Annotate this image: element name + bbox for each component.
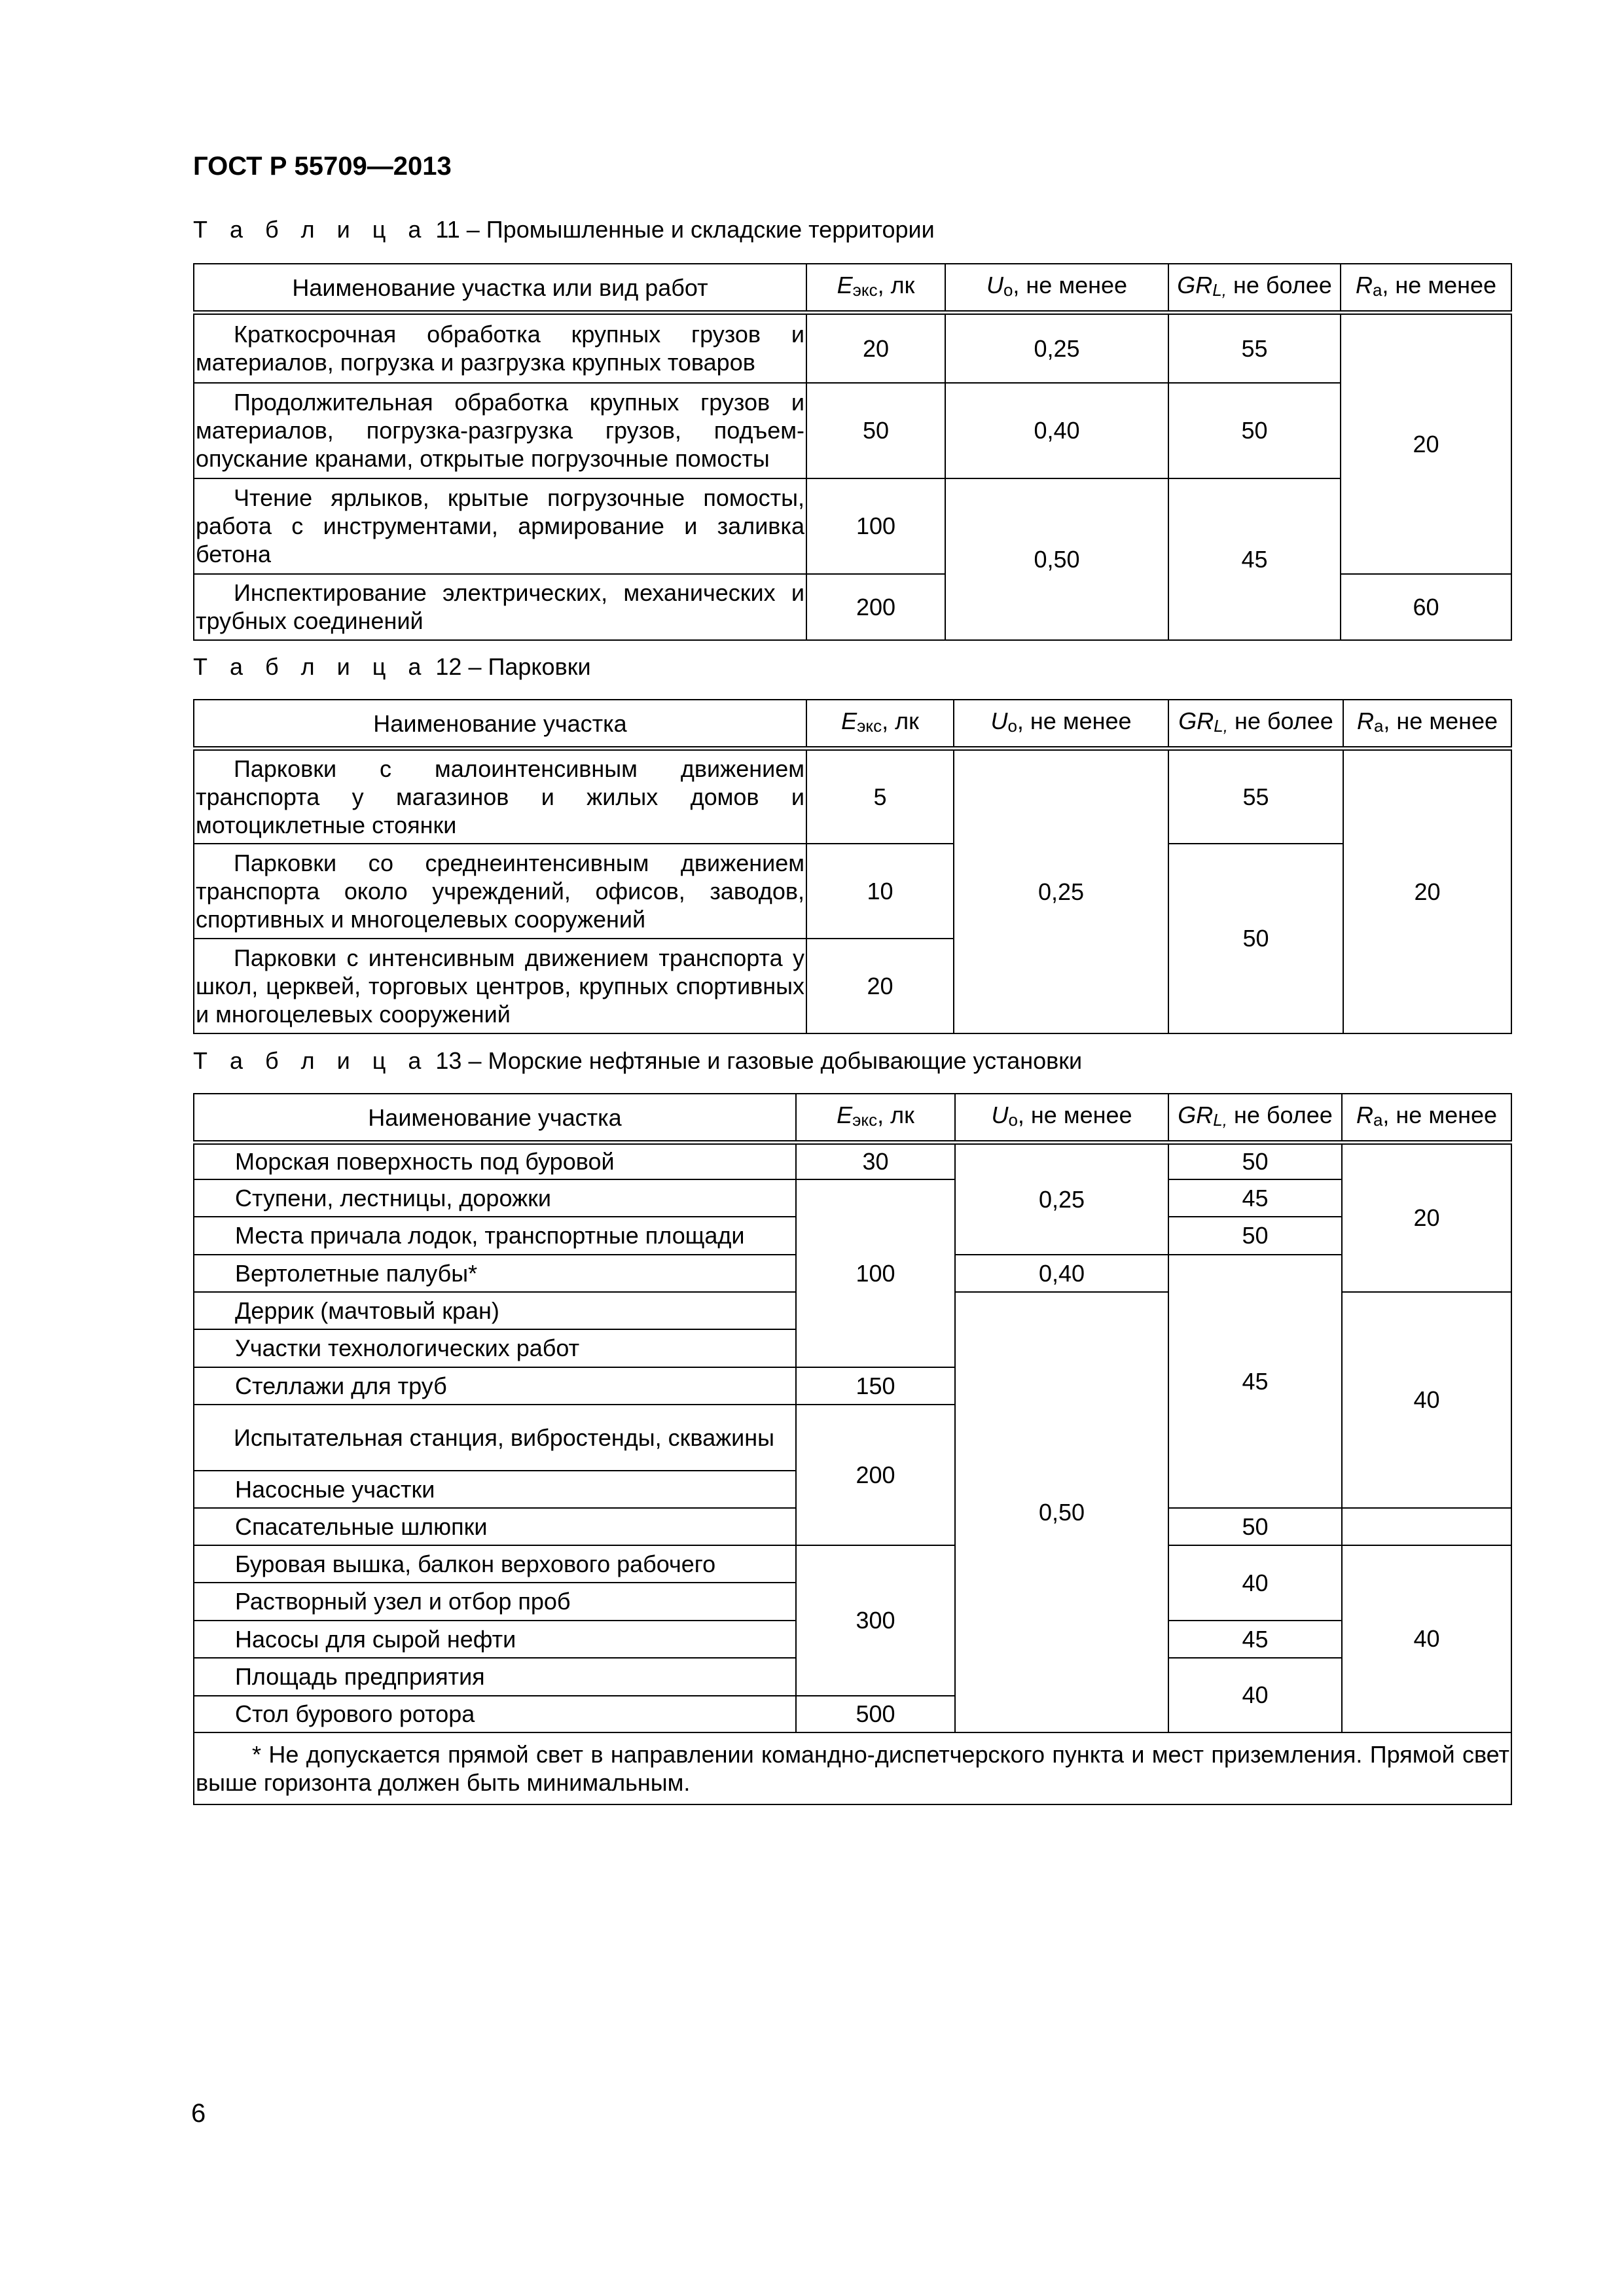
col-head-gr: $GR_{L,}$ не более [1168,700,1343,749]
col-head-name: Наименование участка [194,700,806,749]
row-gr: 50 [1168,1217,1342,1255]
row-e: 200 [806,574,945,640]
row-e: 10 [806,844,954,939]
row-e: 500 [796,1696,955,1732]
col-head-e: $E_{экс}$, лк [806,264,945,313]
row-gr-merged: 45 [1168,1255,1342,1508]
table-row [194,383,1511,478]
row-ra-merged: 40 [1342,1545,1511,1732]
col-head-name: Наименование участка или вид работ [194,264,806,313]
row-name: Насосы для сырой нефти [194,1621,796,1658]
row-e-merged: 200 [796,1405,955,1545]
row-gr-merged: 40 [1168,1658,1342,1732]
row-name: Краткосрочная обработка крупных грузов и материалов, погрузка и разгрузка крупных товаров [194,313,806,383]
row-name: Стол бурового ротора [194,1696,796,1732]
row-ra-merged: 20 [1343,749,1511,1033]
document-header: ГОСТ Р 55709—2013 [193,152,452,181]
row-u: 0,40 [945,383,1168,478]
table-header-row [194,700,1511,749]
table-11-caption: Т а б л и ц а 11 – Промышленные и складские территории [193,216,935,243]
row-name: Чтение ярлыков, крытые погрузочные помосты, работа с инструментами, армирование и заливка бетона [194,478,806,574]
row-u: 0,25 [945,313,1168,383]
col-head-u: $U_o$, не менее [954,700,1168,749]
row-gr: 50 [1168,1143,1342,1179]
col-head-u: $U_o$, не менее [955,1094,1168,1143]
row-u-merged: 0,25 [954,749,1168,1033]
row-gr: 50 [1168,1508,1342,1545]
row-name: Парковки со среднеинтенсивным движением транспорта около учреждений, офисов, заводов, спортивных и многоцелевых сооружений [194,844,806,939]
row-e: 20 [806,313,945,383]
row-e: 5 [806,749,954,844]
row-name: Ступени, лестницы, дорожки [194,1179,796,1217]
row-name: Морская поверхность под буровой [194,1143,796,1179]
col-head-gr: $GR_{L,}$ не более [1168,264,1341,313]
table-row [194,749,1511,844]
row-u: 0,40 [955,1255,1168,1292]
row-u-merged: 0,50 [955,1292,1168,1732]
row-name: Насосные участки [194,1471,796,1508]
row-name: Парковки с малоинтенсивным движением транспорта у магазинов и жилых домов и мотоциклетные стоянки [194,749,806,844]
col-head-ra: $R_a$, не менее [1343,700,1511,749]
row-name: Стеллажи для труб [194,1367,796,1405]
row-e-merged: 300 [796,1545,955,1696]
col-head-name: Наименование участка [194,1094,796,1143]
col-head-ra: $R_a$, не менее [1341,264,1511,313]
page-number: 6 [191,2099,206,2128]
row-gr-merged: 50 [1168,844,1343,1033]
row-gr: 50 [1168,383,1341,478]
row-name: Растворный узел и отбор проб [194,1583,796,1621]
row-e: 20 [806,939,954,1033]
table-row [194,844,1511,939]
row-name: Участки технологических работ [194,1329,796,1367]
row-name: Испытательная станция, вибростенды, скважины [194,1405,796,1471]
col-head-u: $U_o$, не менее [945,264,1168,313]
row-gr: 45 [1168,1179,1342,1217]
row-name: Продолжительная обработка крупных грузов и материалов, погрузка-разгрузка грузов, подъем-опускание кранами, открытые погрузочные помосты [194,383,806,478]
row-e: 30 [796,1143,955,1179]
row-name: Буровая вышка, балкон верхового рабочего [194,1545,796,1583]
table-footnote-row [194,1732,1511,1804]
table-footnote: * Не допускается прямой свет в направлении командно-диспетчерского пункта и мест приземления. Прямой свет выше горизонта должен быть минимальным. [194,1732,1511,1804]
row-gr-merged: 45 [1168,478,1341,640]
row-e: 100 [806,478,945,574]
table-row [194,1179,1511,1217]
table-12 [193,699,1512,1034]
row-u-merged: 0,25 [955,1143,1168,1255]
row-ra: 60 [1341,574,1511,640]
col-head-gr: $GR_{L,}$ не более [1168,1094,1342,1143]
row-e: 50 [806,383,945,478]
row-name: Места причала лодок, транспортные площади [194,1217,796,1255]
col-head-e: $E_{экс}$, лк [806,700,954,749]
table-13-caption: Т а б л и ц а 13 – Морские нефтяные и газовые добывающие установки [193,1047,1083,1074]
table-row [194,313,1511,383]
row-e: 150 [796,1367,955,1405]
row-name: Парковки с интенсивным движением транспорта у школ, церквей, торговых центров, крупных спортивных и многоцелевых сооружений [194,939,806,1033]
table-11 [193,263,1512,641]
table-13 [193,1093,1512,1805]
table-header-row [194,264,1511,313]
row-name: Спасательные шлюпки [194,1508,796,1545]
row-name: Инспектирование электрических, механических и трубных соединений [194,574,806,640]
row-u-merged: 0,50 [945,478,1168,640]
row-e-merged: 100 [796,1179,955,1367]
row-ra-merged: 40 [1342,1292,1511,1508]
table-row [194,478,1511,574]
table-row [194,1545,1511,1583]
row-gr: 45 [1168,1621,1342,1658]
row-ra-merged: 20 [1342,1143,1511,1292]
col-head-e: $E_{экс}$, лк [796,1094,955,1143]
col-head-ra: $R_a$, не менее [1342,1094,1511,1143]
row-gr: 55 [1168,749,1343,844]
table-header-row [194,1094,1511,1143]
row-gr: 55 [1168,313,1341,383]
table-12-caption: Т а б л и ц а 12 – Парковки [193,653,591,680]
row-name: Площадь предприятия [194,1658,796,1696]
row-name: Вертолетные палубы* [194,1255,796,1292]
table-row [194,1143,1511,1179]
row-ra-merged: 20 [1341,313,1511,574]
row-gr-merged: 40 [1168,1545,1342,1621]
row-name: Деррик (мачтовый кран) [194,1292,796,1329]
